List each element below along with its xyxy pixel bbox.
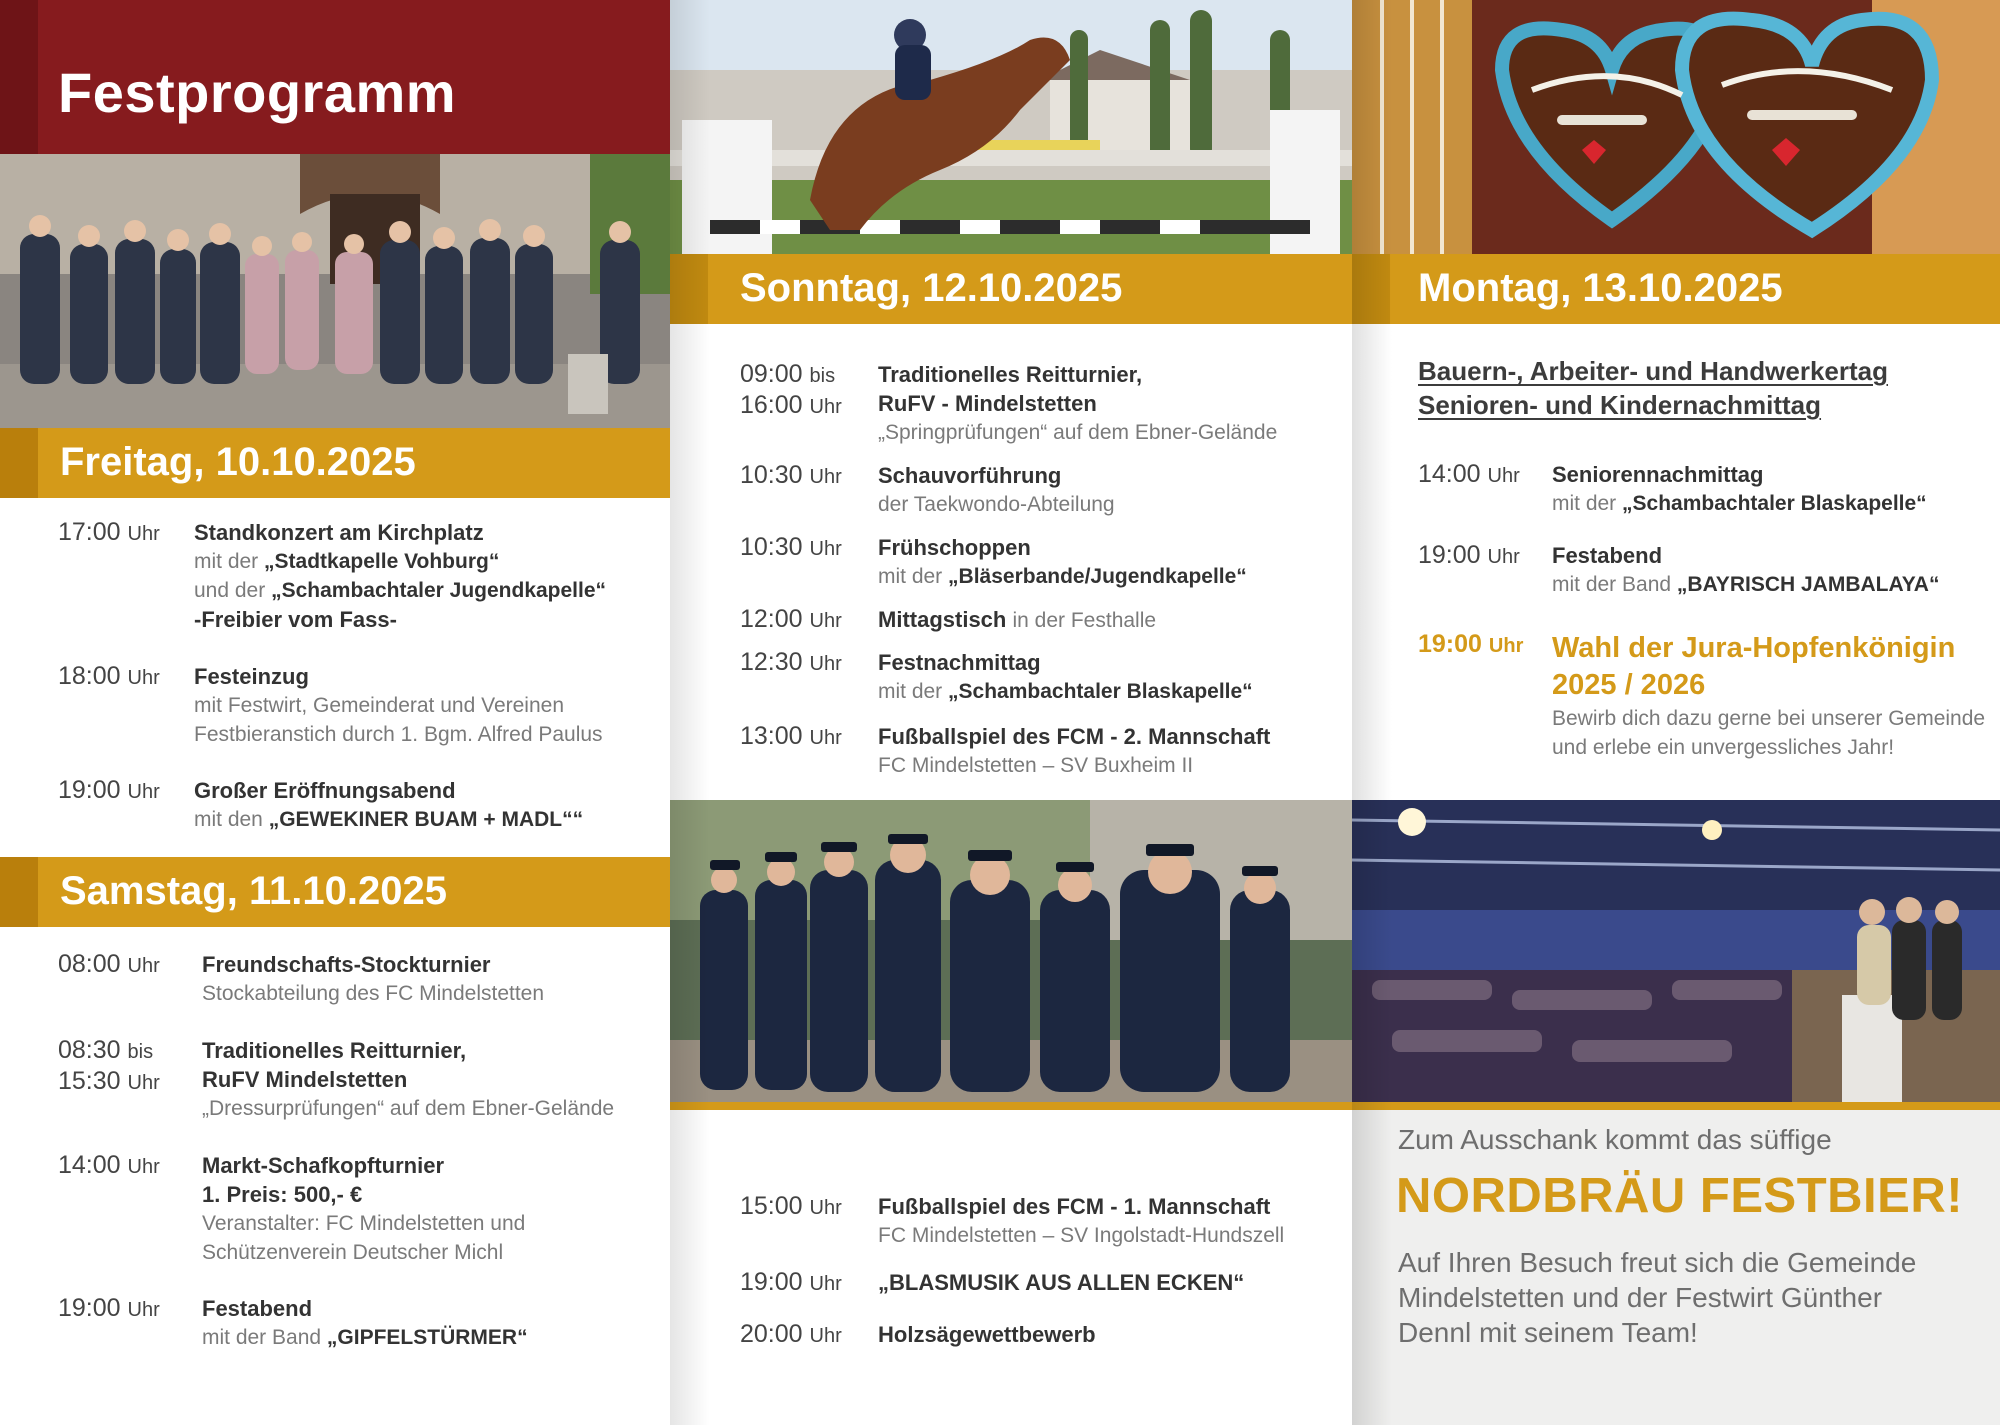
- entry-line: der Taekwondo-Abteilung: [878, 493, 1115, 516]
- entry-description: [878, 1268, 1348, 1297]
- entry-title: Traditionelles Reitturnier,: [878, 362, 1143, 387]
- entry-description: [202, 1036, 670, 1123]
- monday-subtitles: [1418, 354, 1888, 422]
- entry-description: [878, 1192, 1348, 1250]
- entry-time: 14:00 Uhr: [58, 1151, 160, 1179]
- entry-description: [878, 722, 1348, 780]
- entry-line: FC Mindelstetten – SV Ingolstadt-Hundszell: [878, 1224, 1285, 1247]
- entry-line: Festbieranstich durch 1. Bgm. Alfred Paulus: [194, 723, 603, 746]
- fire-brigade-parade-photo: [670, 800, 1352, 1102]
- entry-note: -Freibier vom Fass-: [194, 607, 397, 632]
- band-name: „GIPFELSTÜRMER“: [326, 1326, 528, 1349]
- entry-line: mit der „Schambachtaler Blaskapelle“: [1552, 492, 1927, 515]
- entry-description: [194, 776, 664, 834]
- entry-line: und der „Schambachtaler Jugendkapelle“: [194, 579, 607, 602]
- entry-title: „BLASMUSIK AUS ALLEN ECKEN“: [878, 1270, 1245, 1295]
- entry-line: mit der Band „BAYRISCH JAMBALAYA“: [1552, 573, 1940, 596]
- page-title: Festprogramm: [58, 61, 457, 124]
- divider-line-mid: [670, 1102, 1352, 1110]
- entry-description: [1552, 541, 2000, 599]
- entry-description: [202, 950, 670, 1008]
- entry-description: [878, 461, 1348, 519]
- entry-description: [878, 605, 1348, 635]
- time-unit: Uhr: [127, 523, 160, 545]
- entry-line: Bewirb dich dazu gerne bei unserer Gemeinde: [1552, 707, 1986, 730]
- monday-subtitle-1: Bauern-, Arbeiter- und Handwerkertag: [1418, 356, 1889, 386]
- entry-line: Stockabteilung des FC Mindelstetten: [202, 982, 545, 1005]
- band-name: „Schambachtaler Blaskapelle“: [948, 680, 1253, 703]
- day-band-monday: [1352, 254, 2000, 324]
- band-name: „BAYRISCH JAMBALAYA“: [1676, 573, 1940, 596]
- entry-title: Standkonzert am Kirchplatz: [194, 520, 484, 545]
- entry-time: 19:00 Uhr: [58, 1294, 160, 1322]
- entry-title-2: 2025 / 2026: [1552, 669, 1706, 701]
- entry-title: Schauvorführung: [878, 463, 1062, 488]
- entry-time: 18:00 Uhr: [58, 662, 160, 690]
- entry-line: „Dressurprüfungen“ auf dem Ebner-Gelände: [202, 1097, 615, 1120]
- entry-time: 08:00 Uhr: [58, 950, 160, 978]
- entry-line: mit der „Bläserbande/Jugendkapelle“: [878, 565, 1247, 588]
- title-band: [0, 0, 670, 154]
- entry-line: mit den „GEWEKINER BUAM + MADL““: [194, 808, 584, 831]
- entry-description: [878, 533, 1348, 591]
- entry-title: Festabend: [202, 1296, 313, 1321]
- entry-time: 12:30 Uhr: [740, 648, 842, 676]
- entry-line: mit Festwirt, Gemeinderat und Vereinen: [194, 694, 565, 717]
- band-name: „Schambachtaler Blaskapelle“: [1622, 492, 1927, 515]
- entry-title: Festnachmittag: [878, 650, 1041, 675]
- entry-description: [202, 1151, 670, 1267]
- day-label-friday: Freitag, 10.10.2025: [60, 440, 416, 484]
- entry-title: Holzsägewettbewerb: [878, 1322, 1096, 1347]
- divider-line: [1352, 1102, 2000, 1110]
- entry-title: Festeinzug: [194, 664, 309, 689]
- entry-description: [194, 518, 664, 634]
- entry-time: [58, 518, 160, 549]
- entry-line: mit der „Schambachtaler Blaskapelle“: [878, 680, 1253, 703]
- day-label-sunday: Sonntag, 12.10.2025: [740, 266, 1123, 310]
- beer-outro: Auf Ihren Besuch freut sich die Gemeinde Mindelstetten und der Festwirt Günther Dennl mit seinem Team!: [1398, 1247, 1917, 1348]
- entry-time: 19:00 Uhr: [1418, 541, 1520, 569]
- day-band-saturday: [0, 857, 670, 927]
- entry-line: Veranstalter: FC Mindelstetten und: [202, 1212, 526, 1235]
- entry-time: 10:30 Uhr: [740, 461, 842, 489]
- entry-line: „Springprüfungen“ auf dem Ebner-Gelände: [878, 421, 1278, 444]
- entry-time: 09:00 bis 16:00 Uhr: [740, 360, 842, 419]
- entry-description: [878, 648, 1348, 706]
- band-name: „Stadtkapelle Vohburg“: [264, 550, 500, 573]
- entry-title: Großer Eröffnungsabend: [194, 778, 456, 803]
- entry-line: in der Festhalle: [1012, 609, 1157, 632]
- entry-time: 19:00 Uhr: [1418, 630, 1524, 658]
- beer-info-box: [1352, 1110, 2000, 1425]
- entry-title: Freundschafts-Stockturnier: [202, 952, 491, 977]
- beer-intro: Zum Ausschank kommt das süffige: [1398, 1124, 1832, 1155]
- festival-hall-photo: [1352, 800, 2000, 1102]
- panel-middle: [670, 0, 1352, 1425]
- entry-title-2: RuFV Mindelstetten: [202, 1067, 408, 1092]
- entry-title: Fußballspiel des FCM - 2. Mannschaft: [878, 724, 1271, 749]
- entry-title-2: 1. Preis: 500,- €: [202, 1182, 363, 1207]
- entry-description: [878, 1320, 1348, 1349]
- entry-description: [202, 1294, 670, 1352]
- gingerbread-hearts-photo: [1352, 0, 2000, 254]
- entry-time: 08:30 bis 15:30 Uhr: [58, 1036, 160, 1095]
- entry-title: Wahl der Jura-Hopfenkönigin: [1552, 632, 1956, 664]
- entry-time: 12:00 Uhr: [740, 605, 842, 633]
- entry-title: Festabend: [1552, 543, 1663, 568]
- entry-time: 19:00 Uhr: [58, 776, 160, 804]
- entry-title-2: RuFV - Mindelstetten: [878, 391, 1097, 416]
- band-name: „GEWEKINER BUAM + MADL““: [268, 808, 584, 831]
- entry-line: Schützenverein Deutscher Michl: [202, 1241, 504, 1264]
- day-band-friday: [0, 428, 670, 498]
- entry-title: Seniorennachmittag: [1552, 462, 1764, 487]
- entry-line: mit der Band „GIPFELSTÜRMER“: [202, 1326, 528, 1349]
- entry-description: [1552, 460, 2000, 518]
- beer-brand: NORDBRÄU FESTBIER!: [1396, 1169, 1964, 1223]
- band-cap: [0, 857, 38, 927]
- band-cap: [670, 254, 708, 324]
- entry-title: Fußballspiel des FCM - 1. Mannschaft: [878, 1194, 1271, 1219]
- entry-title: Mittagstisch: [878, 607, 1007, 632]
- entry-title: Traditionelles Reitturnier,: [202, 1038, 467, 1063]
- entry-line: FC Mindelstetten – SV Buxheim II: [878, 754, 1194, 777]
- band-name: „Schambachtaler Jugendkapelle“: [271, 579, 607, 602]
- entry-line: und erlebe ein unvergessliches Jahr!: [1552, 736, 1895, 759]
- entry-description: [194, 662, 664, 749]
- band-cap: [1352, 254, 1390, 324]
- entry-time: 15:00 Uhr: [740, 1192, 842, 1220]
- horse-jumping-photo: [670, 0, 1352, 254]
- group-photo: [0, 154, 670, 428]
- band-name: „Bläserbande/Jugendkapelle“: [948, 565, 1247, 588]
- entry-time: 20:00 Uhr: [740, 1320, 842, 1348]
- day-band-sunday: [670, 254, 1352, 324]
- entry-time: 13:00 Uhr: [740, 722, 842, 750]
- time-value: 17:00: [58, 518, 121, 546]
- entry-time: 14:00 Uhr: [1418, 460, 1520, 488]
- entry-description: [1552, 630, 2000, 762]
- entry-description: [878, 360, 1348, 447]
- entry-time: 10:30 Uhr: [740, 533, 842, 561]
- day-label-monday: Montag, 13.10.2025: [1418, 266, 1783, 310]
- monday-subtitle-2: Senioren- und Kindernachmittag: [1418, 390, 1822, 420]
- band-cap: [0, 428, 38, 498]
- entry-title: Frühschoppen: [878, 535, 1031, 560]
- day-label-saturday: Samstag, 11.10.2025: [60, 869, 447, 913]
- entry-line: mit der „Stadtkapelle Vohburg“: [194, 550, 500, 573]
- panel-left: [0, 0, 670, 1425]
- entry-title: Markt-Schafkopfturnier: [202, 1153, 445, 1178]
- entry-time: 19:00 Uhr: [740, 1268, 842, 1296]
